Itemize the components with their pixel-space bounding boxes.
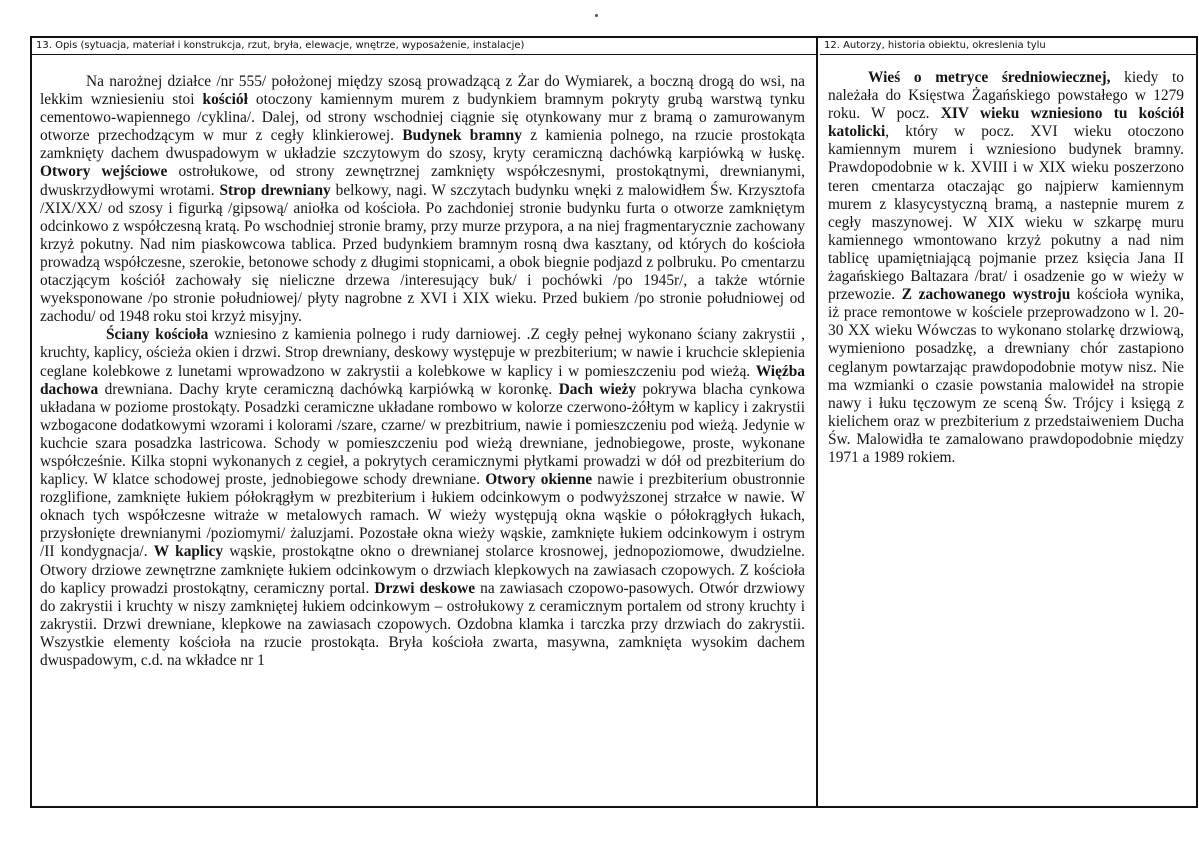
bold-term: Budynek bramny: [402, 127, 522, 145]
text-run: z kamienia polnego, na rzucie prostokąta zamknięty dachem dwuspadowym w układzie szczytowym do szosy, kryty ceramiczną dachówką karpiówką w łuskę.: [40, 127, 806, 163]
description-section: [32, 38, 818, 808]
bold-term: Wieś o metryce średniowiecznej,: [868, 69, 1111, 86]
text-run: Na narożnej działce /nr 555/ położonej między szosą prowadzącą z Żar do Wymiarek, a boczną drogą do wsi, na lekkim wzniesieniu stoi: [40, 73, 805, 109]
history-body: [820, 55, 1196, 467]
text-run: belkowy, nagi. W szczytach budynku wnęki z malowidłem Św. Krzysztofa /XIX/XX/ od szosy i figurką /gipsową/ aniołka od kościoła. Po zachdoniej stronie budynku furta o otworze zamkniętym odcinkowo z współczesną kratą. Po wschodniej stronie bramy, przy murze przypora, a na niej fragmentarycznie zachowany krzyż pokutny. Nad nim piaskowcowa tablica. Przed budynkiem bramnym rosną dwa kasztany, od których do kościoła prowadzą współczesne, szerokie, betonowe schody z długimi stopnicami, a obok biegnie podjazd z polbruku. Po cmentarzu otaczjącym kościół zachowały się nieliczne drzewa /interesujący buk/ i pochówki /po 1945r/, a także wtórnie wyeksponowane /po stronie południowej/ płyty nagrobne z XVI i XIX wieku. Przed bukiem /po stronie południowej od zachodu/ od 1948 roku stoi krzyż misyjny.: [40, 181, 805, 326]
text-run: pokrywa blacha cynkowa układana w poziome prostokąty. Posadzki ceramiczne układane rombowo w kolorze czerwono-żółtym w kaplicy i zakrystii wzbogacone dodatkowymi wzorami i kolorami /szare, czarne/ w prezbitrium, nawie i pomieszczeniu pod wieżą. Jedynie w kuchcie szara posadzka lastricowa. Schody w pomieszczeniu pod wieżą drewniane, jednobiegowe, proste, wykonane współcześnie. Kilka stopni wykonanych z cegieł, a pokrytych ceramicznymi płytkami prowadzi w dół od prezbiterium do kaplicy. W klatce schodowej proste, jednobiegowe schody drewniane.: [40, 380, 805, 489]
bold-term: Drzwi deskowe: [374, 579, 476, 597]
text-run: kościoła wynika, iż prace remontowe w kościele przeprowadzono w l. 20-30 XX wieku Wówczas to wykonano stolarkę drzwiową, wymieniono posadzkę, a drewniany chór zastapiono ceglanym powtarzając prawdopodobnie motyw nisz. Nie ma wzmianki o czasie powstania malowideł na stropie nawy i łuku tęczowym ze sceną Św. Trójcy i księgą z kielichem oraz w prezbiterium z przedstaiweniem Ducha Św. Malowidła te zamalowano prawdopodobnie między 1971 a 1989 rokiem.: [828, 286, 1184, 466]
text-run: otoczony kamiennym murem z budynkiem bramnym pokryty grubą warstwą tynku cementowo-wapiennego /cyklina/. Dalej, od strony wschodniej ciągnie się otynkowany mur z bramą o zamurowanym otworze przechodzącym w mur z cegły klinkierowej.: [40, 91, 805, 145]
description-paragraph-1: [40, 73, 805, 326]
bold-term: Z zachowanego wystroju: [901, 286, 1071, 304]
bold-term: kościół: [202, 91, 248, 109]
bold-term: Strop drewniany: [219, 181, 331, 199]
text-run: kiedy to należała do Księstwa Żagańskiego powstałego w 1279 roku. W pocz.: [828, 69, 1184, 123]
text-run: wzniesino z kamienia polnego i rudy darniowej. .Z cegły pełnej wykonano ściany zakrystii , kruchty, kaplicy, ościeża okien i drzwi. Strop drewniany, deskowy występuje w prezbiterium; w nawie i kruchcie sklepienia ceglane kolebkowe z lunetami wprowadzono w zakrystii a kolebkowe w kaplicy i w pomieszczeniu pod wieżą.: [40, 326, 805, 380]
form-bottom-rule: [30, 806, 1198, 808]
text-run: nawie i prezbiterium obustronnie rozglifione, zamknięte łukiem półokrągłym w prezbiterium i łukiem odcinkowym o podwyższonej strzałce w nawie. W oknach tych współczesne witraże w metalowych ramach. W wieży występują okna wąskie o półokrągłych łukach, przysłonięte drewnianymi /poziomymi/ żaluzjami. Pozostałe okna wieży wąskie, zamknięte łukiem odcinkowym i ostrym /II kondygnacja/.: [40, 471, 805, 561]
description-paragraph-2: [40, 326, 805, 670]
bold-term: W kaplicy: [153, 543, 224, 561]
history-header: 12. Autorzy, historia obiektu, okreslenia tylu: [820, 38, 1196, 55]
text-run: drewniana. Dachy kryte ceramiczną dachówką karpiówką w koronkę.: [98, 380, 559, 398]
bold-term: XIV wieku wzniesiono tu kościół katolicki: [828, 105, 1184, 141]
scan-speck: [595, 14, 598, 17]
text-run: , który w pocz. XVI wieku otoczono kamiennym murem i wzniesiono budynek bramny. Prawdopodobnie w k. XVIII i w XIX wieku poszerzono teren cmentarza otaczając go najpierw kamiennym murem z klasycystyczną bramą, a nastepnie murem z cegły maszynowej. W XIX wieku w szkarpę muru kamiennego wmontowano krzyż pokutny a nad nim tablicę upamiętniającą pojmanie przez księcia Jana II żagańskiego Baltazara /brat/ i osadzenie go w wieży w przewozie.: [828, 123, 1184, 304]
text-run: wąskie, prostokątne okno o drewnianej stolarce krosnowej, jednopoziomowe, dwudzielne. Otwory drziowe zewnętrzne zamknięte łukiem odcinkowym o drzwiach klepkowych na zawiasach czopowych. Z kościoła do kaplicy prowadzi prostokątny, ceramiczny portal.: [40, 543, 806, 597]
text-run: na zawiasach czopowo-pasowych. Otwór drzwiowy do zakrystii i kruchty w niszy zamkniętej łukiem odcinkowym – ostrołukowy z ceramicznym portalem od strony kruchty i zakrystii. Drzwi drewniane, klepkowe na zawiasach czopowych. Ozdobna klamka i tarczka przy drzwiach do zakrystii. Wszystkie elementy kościoła na rzucie prostokąta. Bryła kościoła zwarta, masywna, zamknięta wysokim dachem dwuspadowym, c.d. na wkładce nr 1: [40, 579, 805, 669]
bold-term: Więźba dachowa: [40, 362, 805, 398]
bold-term: Otwory wejściowe: [40, 163, 168, 181]
description-header: 13. Opis (sytuacja, materiał i konstrukcja, rzut, bryła, elewacje, wnętrze, wyposażenie, instalacje): [32, 38, 816, 55]
bold-term: Otwory okienne: [485, 471, 593, 489]
bold-term: Dach wieży: [558, 380, 637, 398]
description-body: [32, 55, 816, 670]
bold-term: Ściany kościoła: [106, 326, 209, 344]
history-paragraph: [828, 69, 1184, 467]
history-section: [820, 38, 1196, 808]
text-run: ostrołukowe, od strony zewnętrznej zamknięty współczesnymi, prostokątnymi, drewnianymi, dwuskrzydłowymi wrotami.: [40, 163, 805, 199]
